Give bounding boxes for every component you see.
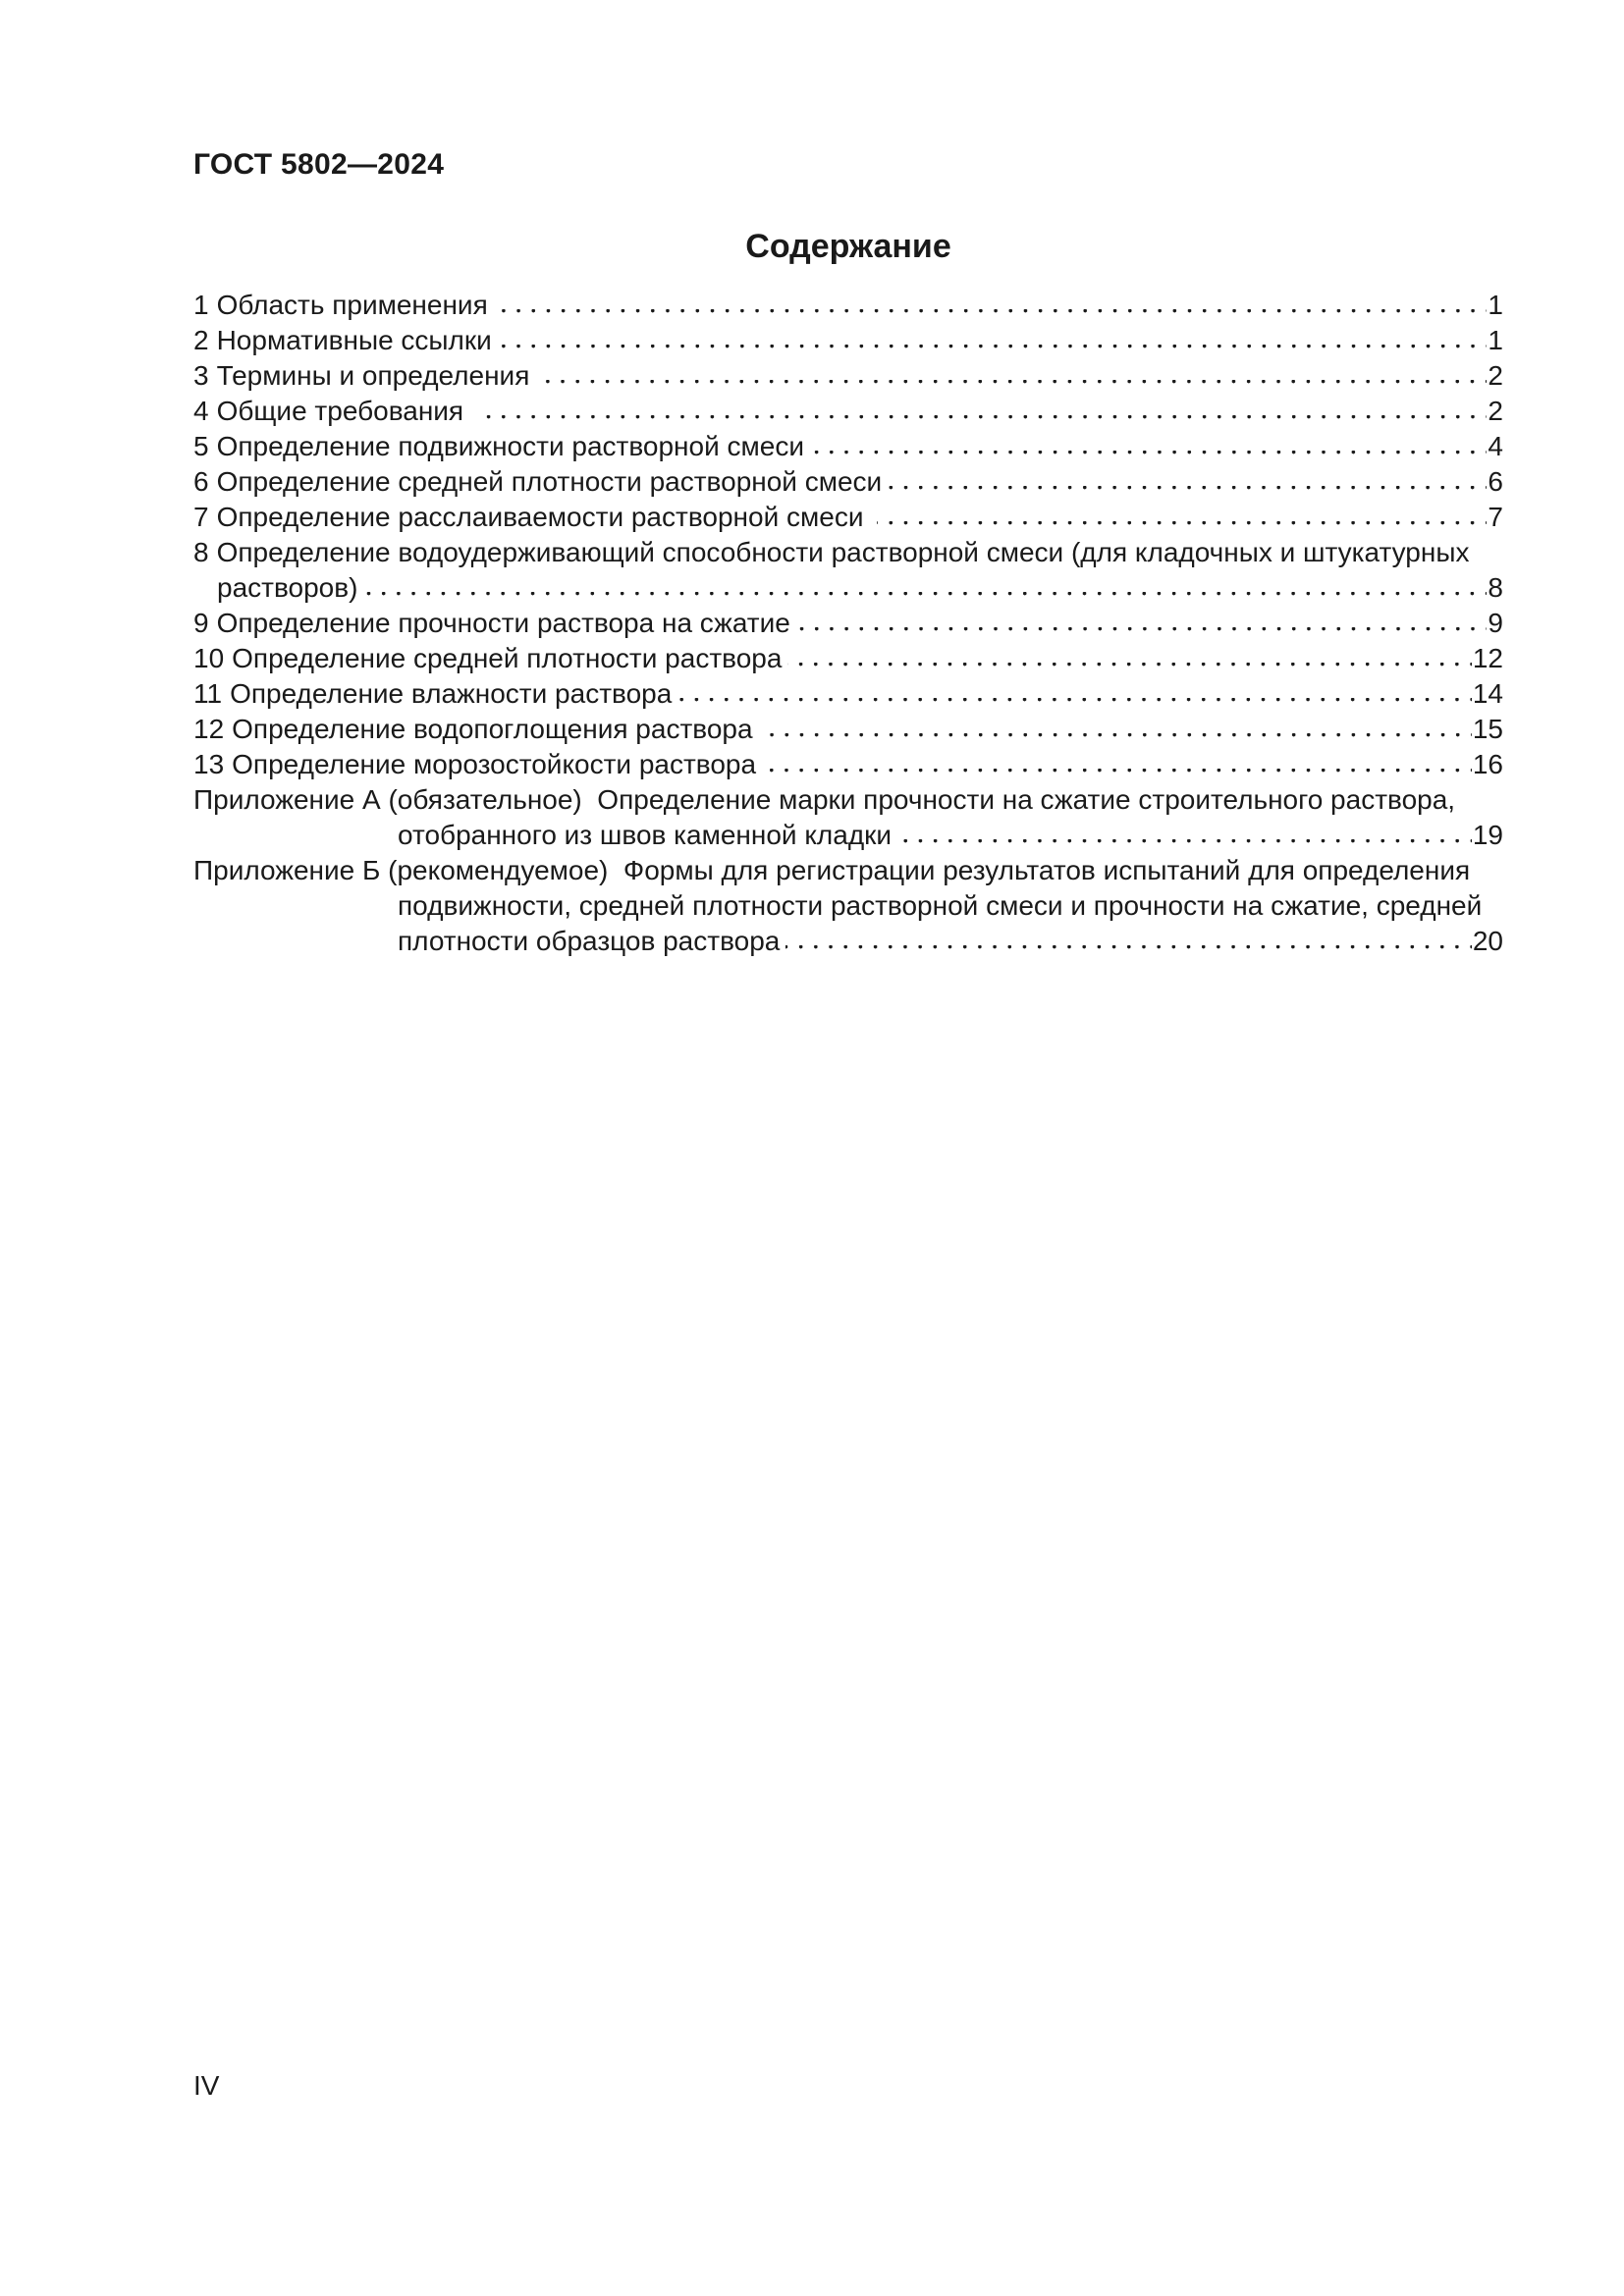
dotted-leader: [498, 345, 1488, 349]
toc-line-text: Определение расслаиваемости растворной смеси: [216, 502, 872, 532]
toc-page-number: 2: [1488, 396, 1503, 426]
dotted-leader: [897, 839, 1472, 844]
toc-line-text: Определение прочности раствора на сжатие: [216, 608, 790, 638]
dotted-leader: [677, 698, 1472, 703]
toc-line-text: плотности образцов раствора: [398, 926, 781, 956]
toc-line-text: Определение водопоглощения раствора: [232, 714, 753, 744]
toc-page-number: 12: [1472, 643, 1503, 673]
toc-page-number: 14: [1472, 678, 1503, 709]
toc-line: [193, 464, 1503, 500]
toc-page-number: 2: [1488, 360, 1503, 391]
toc-line-number: 5: [193, 431, 209, 461]
toc-page-number: 9: [1488, 608, 1503, 638]
toc-line-number: 11: [193, 678, 223, 709]
dotted-leader: [770, 769, 1472, 774]
dotted-leader: [759, 733, 1472, 738]
dotted-leader: [477, 415, 1488, 420]
toc-line-number: 9: [193, 608, 209, 638]
toc-line: [193, 853, 1503, 888]
toc-line-number: 7: [193, 502, 209, 532]
dotted-leader: [796, 627, 1488, 632]
toc-line-text: растворов): [217, 572, 358, 603]
toc-line: [193, 606, 1503, 641]
toc-page-number: 4: [1488, 431, 1503, 461]
toc-line: [193, 641, 1503, 676]
toc-line-text: Определение водоудерживающий способности растворной смеси (для кладочных и штукатурных: [216, 537, 1470, 567]
toc-page-number: 1: [1488, 290, 1503, 320]
toc-line-number: 2: [193, 325, 209, 355]
toc-line-text: Определение подвижности растворной смеси: [216, 431, 804, 461]
toc-line: [193, 570, 1503, 606]
toc-page-number: 19: [1472, 820, 1503, 850]
toc-line-number: 8: [193, 537, 209, 567]
dotted-leader: [787, 663, 1471, 667]
dotted-leader: [494, 309, 1488, 314]
toc-line-number: 13: [193, 749, 225, 779]
toc-line-text: Область применения: [216, 290, 488, 320]
toc-line-number: 10: [193, 643, 225, 673]
toc-line: [193, 288, 1503, 323]
toc-line-text: Приложение А (обязательное) Определение марки прочности на сжатие строительного раствора,: [193, 784, 1456, 815]
toc-line: [193, 712, 1503, 747]
toc-line: [193, 323, 1503, 358]
dotted-leader: [535, 380, 1487, 385]
toc-page-number: 15: [1472, 714, 1503, 744]
toc-line-text: подвижности, средней плотности растворной смеси и прочности на сжатие, средней: [398, 890, 1483, 921]
dotted-leader: [363, 592, 1487, 597]
toc-line-text: Приложение Б (рекомендуемое) Формы для регистрации результатов испытаний для определения: [193, 855, 1471, 885]
toc-line: [193, 924, 1503, 959]
dotted-leader: [810, 451, 1487, 455]
page-number-footer: IV: [193, 2070, 220, 2101]
toc-line-text: Определение средней плотности растворной смеси: [216, 466, 883, 497]
toc-line-number: 12: [193, 714, 225, 744]
toc-page-number: 6: [1488, 466, 1503, 497]
dotted-leader: [785, 945, 1471, 950]
toc-line: [193, 676, 1503, 712]
toc-page-number: 16: [1472, 749, 1503, 779]
toc-page-number: 7: [1488, 502, 1503, 532]
toc-page-number: 8: [1488, 572, 1503, 603]
toc-line-number: 6: [193, 466, 209, 497]
toc-line-number: 3: [193, 360, 209, 391]
toc-line: [193, 500, 1503, 535]
document-code-header: ГОСТ 5802—2024: [193, 148, 445, 181]
toc-line: [193, 782, 1503, 818]
toc-line: [193, 535, 1503, 570]
toc-line-text: отобранного из швов каменной кладки: [398, 820, 893, 850]
toc-line: [193, 818, 1503, 853]
toc-line-text: Термины и определения: [216, 360, 530, 391]
table-of-contents: [193, 288, 1503, 959]
toc-line-number: 4: [193, 396, 209, 426]
toc-line: [193, 888, 1503, 924]
toc-line: [193, 747, 1503, 782]
toc-page-number: 20: [1472, 926, 1503, 956]
toc-line: [193, 358, 1503, 394]
toc-line-text: Определение средней плотности раствора: [232, 643, 783, 673]
toc-line-text: Определение морозостойкости раствора: [232, 749, 764, 779]
toc-line: [193, 394, 1503, 429]
toc-line-text: Общие требования: [216, 396, 471, 426]
toc-line-text: Нормативные ссылки: [216, 325, 492, 355]
toc-line-number: 1: [193, 290, 209, 320]
toc-page-number: 1: [1488, 325, 1503, 355]
toc-line-text: Определение влажности раствора: [230, 678, 673, 709]
dotted-leader: [888, 486, 1487, 491]
page-title: Содержание: [745, 228, 951, 265]
toc-line: [193, 429, 1503, 464]
dotted-leader: [877, 521, 1487, 526]
